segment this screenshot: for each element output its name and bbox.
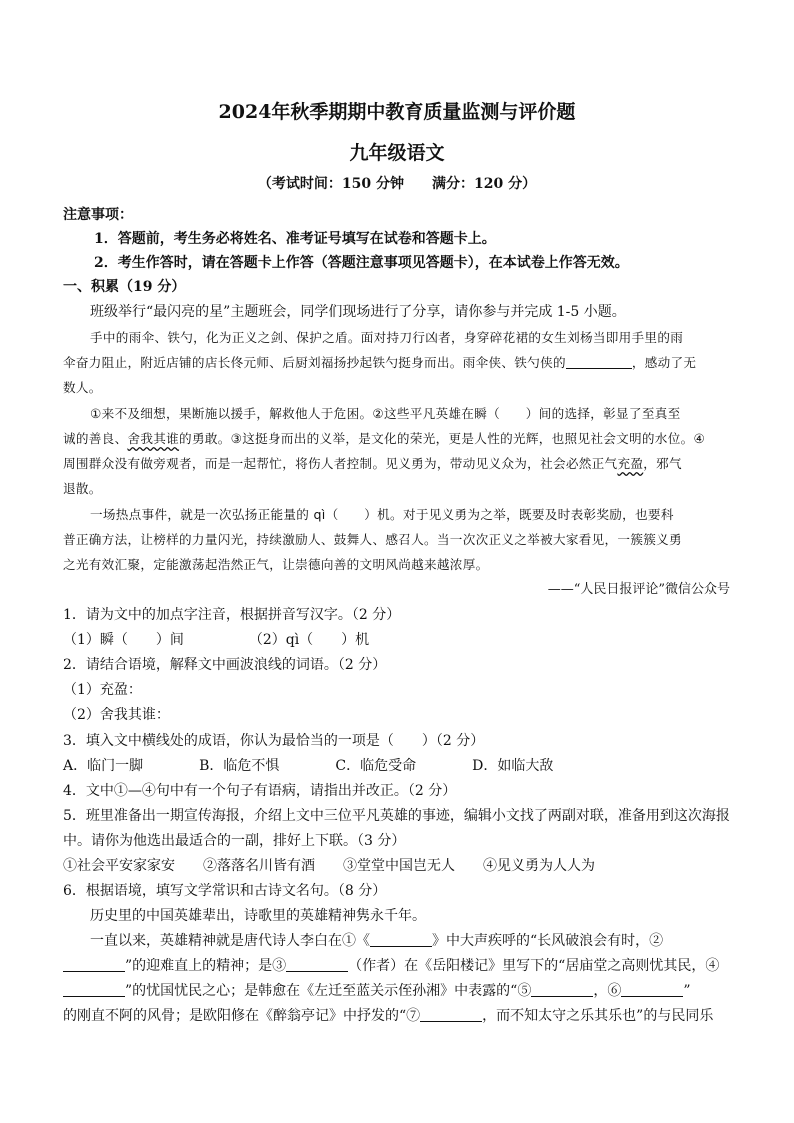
note-item-1: 1．答题前，考生务必将姓名、准考证号填写在试卷和答题卡上。: [94, 231, 496, 247]
question-6-line3: [63, 980, 691, 1000]
answer-blank: [370, 934, 432, 947]
q6-text: ，⑥: [593, 983, 622, 999]
story-text: 诚的善良、: [63, 431, 128, 446]
exam-info: （考试时间：150 分钟 满分：120 分）: [257, 176, 537, 192]
q6-text: 的刚直不阿的风骨；是欧阳修在《醉翁亭记》中抒发的“⑦: [63, 1008, 421, 1024]
q6-text: ”: [683, 983, 691, 999]
answer-blank: [566, 356, 632, 369]
question-2-part-a: （1）充盈：: [63, 682, 142, 698]
question-2: 2．请结合语境，解释文中画波浪线的词语。（2 分）: [63, 657, 387, 673]
option-d: D．如临大敌: [472, 758, 554, 774]
story-p3-line2: 普正确方法，让榜样的力量闪光，持续激励人、鼓舞人、感召人。当一次次正义之举被大家看见，一簇簇义勇: [63, 532, 682, 547]
answer-blank: [286, 959, 348, 972]
q6-text: （作者）在《岳阳楼记》里写下的“居庙堂之高则忧其民，④: [348, 958, 720, 974]
story-p2-line4: 退散。: [63, 481, 102, 496]
question-1-part-a: （1）瞬（ ）间: [63, 632, 184, 648]
story-text: 的勇敢。③这挺身而出的义举，是文化的荣光，更是人性的光辉，也照见社会文明的水位。④: [179, 431, 706, 446]
exam-subtitle: 九年级语文: [349, 142, 445, 164]
question-5-line2: 中。请你为他选出最适合的一副，排好上下联。（3 分）: [63, 833, 406, 849]
exam-title: 2024年秋季期期中教育质量监测与评价题: [218, 101, 576, 123]
question-3: 3．填入文中横线处的成语，你认为最恰当的一项是（ ）（2 分）: [63, 733, 485, 749]
couplet-option-1: ①社会平安家家安: [63, 858, 175, 874]
q6-text: ，而不知太守之乐其乐也”的与民同乐: [482, 1008, 714, 1024]
question-6: 6．根据语境，填写文学常识和古诗文名句。（8 分）: [63, 883, 387, 899]
question-1: 1．请为文中的加点字注音，根据拼音写汉字。（2 分）: [63, 607, 401, 623]
answer-blank: [531, 984, 593, 997]
notes-heading: 注意事项：: [63, 207, 133, 223]
story-p3-line1: 一场热点事件，就是一次弘扬正能量的 qì（ ）机。对于见义勇为之举，既要及时表彰奖励，也要科: [90, 507, 674, 522]
wavy-underlined-phrase: 舍我其谁: [127, 431, 180, 446]
story-p1-line3: 数人。: [63, 380, 102, 395]
q6-text: 一直以来，英雄精神就是唐代诗人李白在①《: [90, 933, 370, 949]
section-heading: 一、积累（19 分）: [63, 279, 186, 295]
couplet-option-4: ④见义勇为人人为: [483, 858, 595, 874]
couplet-option-2: ②落落名川皆有酒: [203, 858, 315, 874]
wavy-underlined-phrase: 充盈: [617, 456, 644, 471]
story-p3-line3: 之光有效汇聚，定能激荡起浩然正气，让崇德向善的文明风尚越来越浓厚。: [63, 557, 489, 572]
question-6-line1: [90, 930, 663, 950]
section-intro: 班级举行“最闪亮的星”主题班会，同学们现场进行了分享，请你参与并完成 1-5 小题。: [90, 304, 626, 320]
answer-blank: [621, 984, 683, 997]
question-1-part-b: （2）qì（ ）机: [248, 632, 370, 648]
couplet-option-3: ③堂堂中国岂无人: [343, 858, 455, 874]
q6-text: ”的忧国忧民之心；是韩愈在《左迁至蓝关示侄孙湘》中表露的“⑤: [125, 983, 532, 999]
question-3-options: [63, 755, 553, 775]
q6-text: ”的迎难直上的精神；是③: [125, 958, 287, 974]
story-p2-line2: [63, 428, 705, 447]
story-p2-line3: [63, 453, 682, 472]
story-text: 伞奋力阻止，附近店铺的店长佟元师、后厨刘福扬抄起铁勺挺身而出。雨伞侠、铁勺侠的: [63, 355, 566, 370]
q6-text: 》中大声疾呼的“长风破浪会有时，②: [432, 933, 664, 949]
question-5-line1: 5．班里准备出一期宣传海报，介绍上文中三位平凡英雄的事迹，编辑小文找了两副对联，准备用到这次海报: [63, 808, 730, 824]
story-p1-line2: [63, 352, 696, 371]
question-4: 4．文中①—④句中有一个句子有语病，请指出并改正。（2 分）: [63, 783, 457, 799]
story-p2-line1: ①来不及细想，果断施以援手，解救他人于危困。②这些平凡英雄在瞬（ ）间的选择，彰显了至真至: [90, 406, 681, 421]
question-6-intro: 历史里的中国英雄辈出，诗歌里的英雄精神隽永千年。: [90, 908, 426, 924]
question-1-parts: [63, 629, 369, 649]
story-text: ，邪气: [643, 456, 682, 471]
question-6-line2: [63, 955, 719, 975]
answer-blank: [420, 1009, 482, 1022]
question-6-line4: [63, 1005, 713, 1025]
article-source: ——“人民日报评论”微信公众号: [547, 582, 730, 597]
option-c: C．临危受命: [335, 758, 417, 774]
question-5-options: [63, 855, 595, 875]
story-p1-line1: 手中的雨伞、铁勺，化为正义之剑、保护之盾。面对持刀行凶者，身穿碎花裙的女生刘杨当即用手里的雨: [90, 330, 684, 345]
option-a: A．临门一脚: [63, 758, 144, 774]
question-2-part-b: （2）舍我其谁：: [63, 707, 170, 723]
answer-blank: [63, 959, 125, 972]
answer-blank: [63, 984, 125, 997]
option-b: B．临危不惧: [199, 758, 280, 774]
story-text: 周围群众没有做旁观者，而是一起帮忙，将伤人者控制。见义勇为，带动见义众为，社会必然正气: [63, 456, 618, 471]
note-item-2: 2．考生作答时，请在答题卡上作答（答题注意事项见答题卡），在本试卷上作答无效。: [94, 255, 629, 271]
story-text: ，感动了无: [631, 355, 697, 370]
